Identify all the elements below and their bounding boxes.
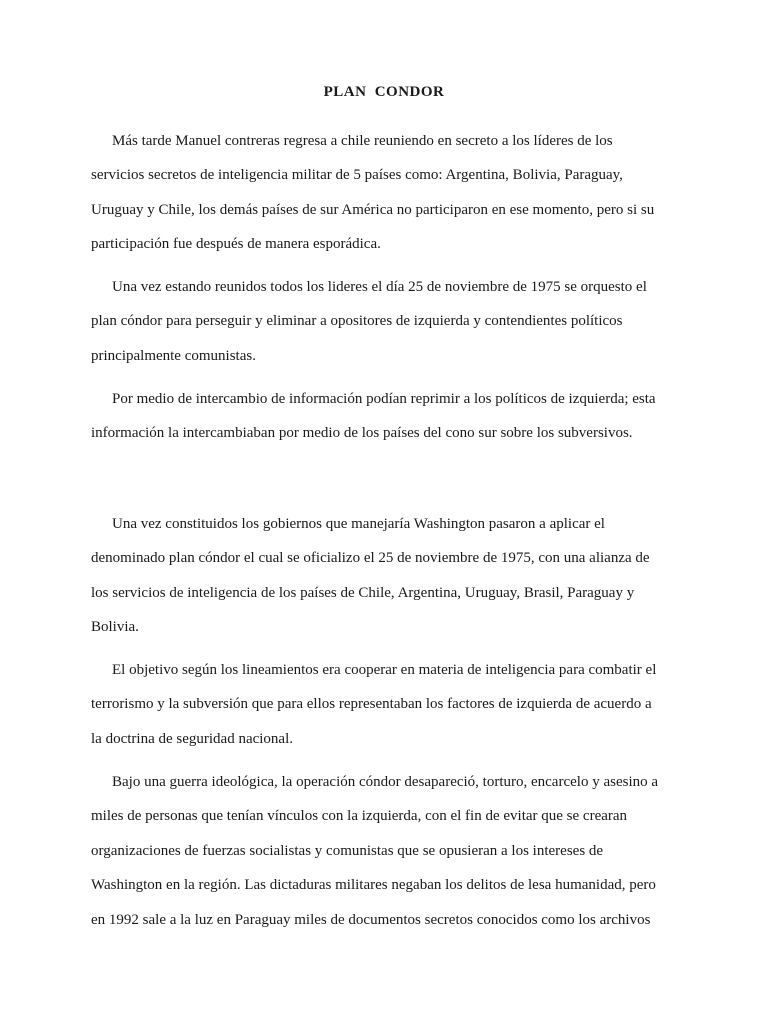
paragraph-line: Una vez estando reunidos todos los lideres el día 25 de noviembre de 1975 se orquesto el bbox=[112, 279, 647, 295]
paragraph-line: en 1992 sale a la luz en Paraguay miles de documentos secretos conocidos como los archivos bbox=[91, 911, 651, 928]
paragraph-3 bbox=[91, 382, 691, 451]
document-title: PLAN CONDOR bbox=[323, 84, 445, 100]
paragraph-line: servicios secretos de inteligencia militar de 5 países como: Argentina, Bolivia, Paraguay, bbox=[91, 167, 623, 184]
paragraph-line: principalmente comunistas. bbox=[91, 347, 256, 364]
paragraph-line: terrorismo y la subversión que para ellos representaban los factores de izquierda de acuerdo a bbox=[91, 696, 652, 713]
paragraph-line: miles de personas que tenían vínculos con la izquierda, con el fin de evitar que se crearan bbox=[91, 808, 628, 825]
paragraph-line: participación fue después de manera esporádica. bbox=[91, 236, 381, 253]
paragraph-line: Más tarde Manuel contreras regresa a chile reuniendo en secreto a los líderes de los bbox=[112, 133, 613, 149]
paragraph-line: Uruguay y Chile, los demás países de sur América no participaron en ese momento, pero si su bbox=[91, 201, 655, 218]
paragraph-line: la doctrina de seguridad nacional. bbox=[91, 730, 294, 747]
paragraph-4 bbox=[91, 507, 691, 645]
paragraph-line: plan cóndor para perseguir y eliminar a opositores de izquierda y contendientes políticos bbox=[91, 313, 623, 330]
paragraph-2 bbox=[91, 270, 691, 373]
paragraph-line: Una vez constituidos los gobiernos que manejaría Washington pasaron a aplicar el bbox=[112, 516, 605, 532]
paragraph-line: organizaciones de fuerzas socialistas y comunistas que se opusieran a los intereses de bbox=[91, 842, 604, 859]
paragraph-line: los servicios de inteligencia de los países de Chile, Argentina, Uruguay, Brasil, Paraguay y bbox=[91, 584, 635, 601]
paragraph-line: Por medio de intercambio de información podían reprimir a los políticos de izquierda; esta bbox=[112, 391, 656, 407]
paragraph-line: El objetivo según los lineamientos era cooperar en materia de inteligencia para combatir el bbox=[112, 662, 657, 678]
paragraph-line: Bajo una guerra ideológica, la operación cóndor desapareció, torturo, encarcelo y asesino a bbox=[112, 774, 659, 790]
paragraph-line: Washington en la región. Las dictaduras militares negaban los delitos de lesa humanidad, pero bbox=[91, 877, 656, 894]
paragraph-line: denominado plan cóndor el cual se oficializo el 25 de noviembre de 1975, con una alianza de bbox=[91, 550, 650, 567]
paragraph-line: Bolivia. bbox=[91, 619, 139, 636]
paragraph-line: información la intercambiaban por medio de los países del cono sur sobre los subversivos. bbox=[91, 425, 633, 442]
paragraph-6 bbox=[91, 765, 691, 937]
paragraph-1 bbox=[91, 124, 691, 262]
paragraph-5 bbox=[91, 653, 691, 756]
